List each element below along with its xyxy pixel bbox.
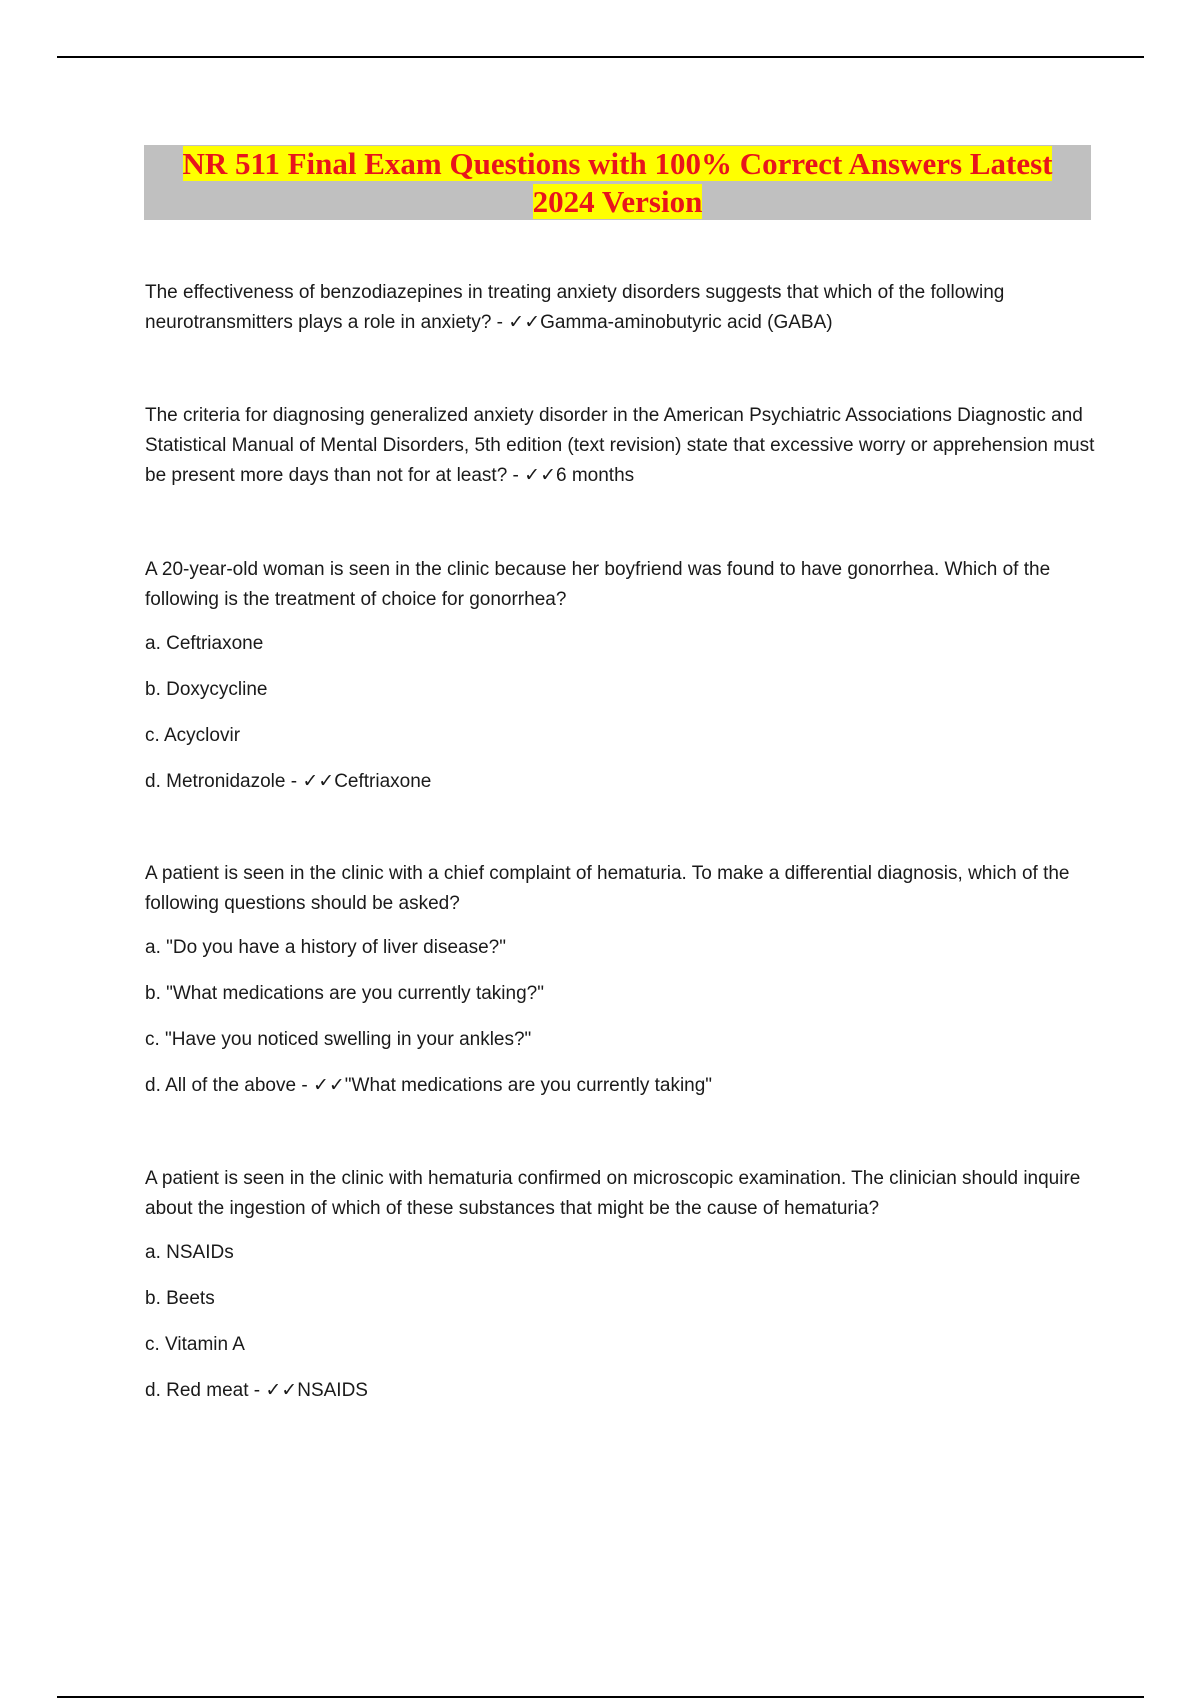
title-line-2: 2024 Version (532, 184, 703, 219)
option-b: b. Beets (145, 1288, 215, 1309)
option-c: c. "Have you noticed swelling in your ankles?" (145, 1029, 532, 1050)
question-2-text: The criteria for diagnosing generalized anxiety disorder in the American Psychiatric Associations Diagnostic and Statistical Manual of Mental Disorders, 5th edition (text revision) state that excessive worry or apprehension must be present more days than not for at least? - ✓✓6 months (145, 405, 1095, 486)
question-5 (145, 1164, 1100, 1422)
option-b: b. "What medications are you currently taking?" (145, 983, 544, 1004)
question-3-options (145, 629, 1100, 797)
question-1-text: The effectiveness of benzodiazepines in treating anxiety disorders suggests that which of the following neurotransmitters plays a role in anxiety? - ✓✓Gamma-aminobutyric acid (GABA) (145, 282, 1005, 333)
document-title (144, 145, 1091, 220)
option-c: c. Acyclovir (145, 725, 241, 746)
footer-rule (57, 1696, 1144, 1698)
option-d-with-answer: d. Red meat - ✓✓NSAIDS (145, 1380, 368, 1401)
question-3-text: A 20-year-old woman is seen in the clinic because her boyfriend was found to have gonorrhea. Which of the following is the treatment of choice for gonorrhea? (145, 559, 1051, 610)
question-5-text: A patient is seen in the clinic with hematuria confirmed on microscopic examination. The clinician should inquire about the ingestion of which of these substances that might be the cause of hematuria? (145, 1168, 1081, 1219)
option-d-with-answer: d. Metronidazole - ✓✓Ceftriaxone (145, 771, 432, 792)
question-4-text: A patient is seen in the clinic with a chief complaint of hematuria. To make a differential diagnosis, which of the following questions should be asked? (145, 863, 1070, 914)
question-5-options (145, 1238, 1100, 1406)
header-rule (57, 56, 1144, 58)
question-1 (145, 278, 1100, 338)
title-line-1: NR 511 Final Exam Questions with 100% Correct Answers Latest (182, 146, 1053, 181)
option-c: c. Vitamin A (145, 1334, 245, 1355)
option-a: a. Ceftriaxone (145, 633, 264, 654)
option-d-with-answer: d. All of the above - ✓✓"What medications are you currently taking" (145, 1075, 713, 1096)
option-a: a. "Do you have a history of liver disease?" (145, 937, 506, 958)
option-b: b. Doxycycline (145, 679, 268, 700)
question-4-options (145, 933, 1100, 1101)
option-a: a. NSAIDs (145, 1242, 234, 1263)
question-2 (145, 401, 1100, 491)
question-3 (145, 555, 1100, 813)
question-4 (145, 859, 1100, 1117)
